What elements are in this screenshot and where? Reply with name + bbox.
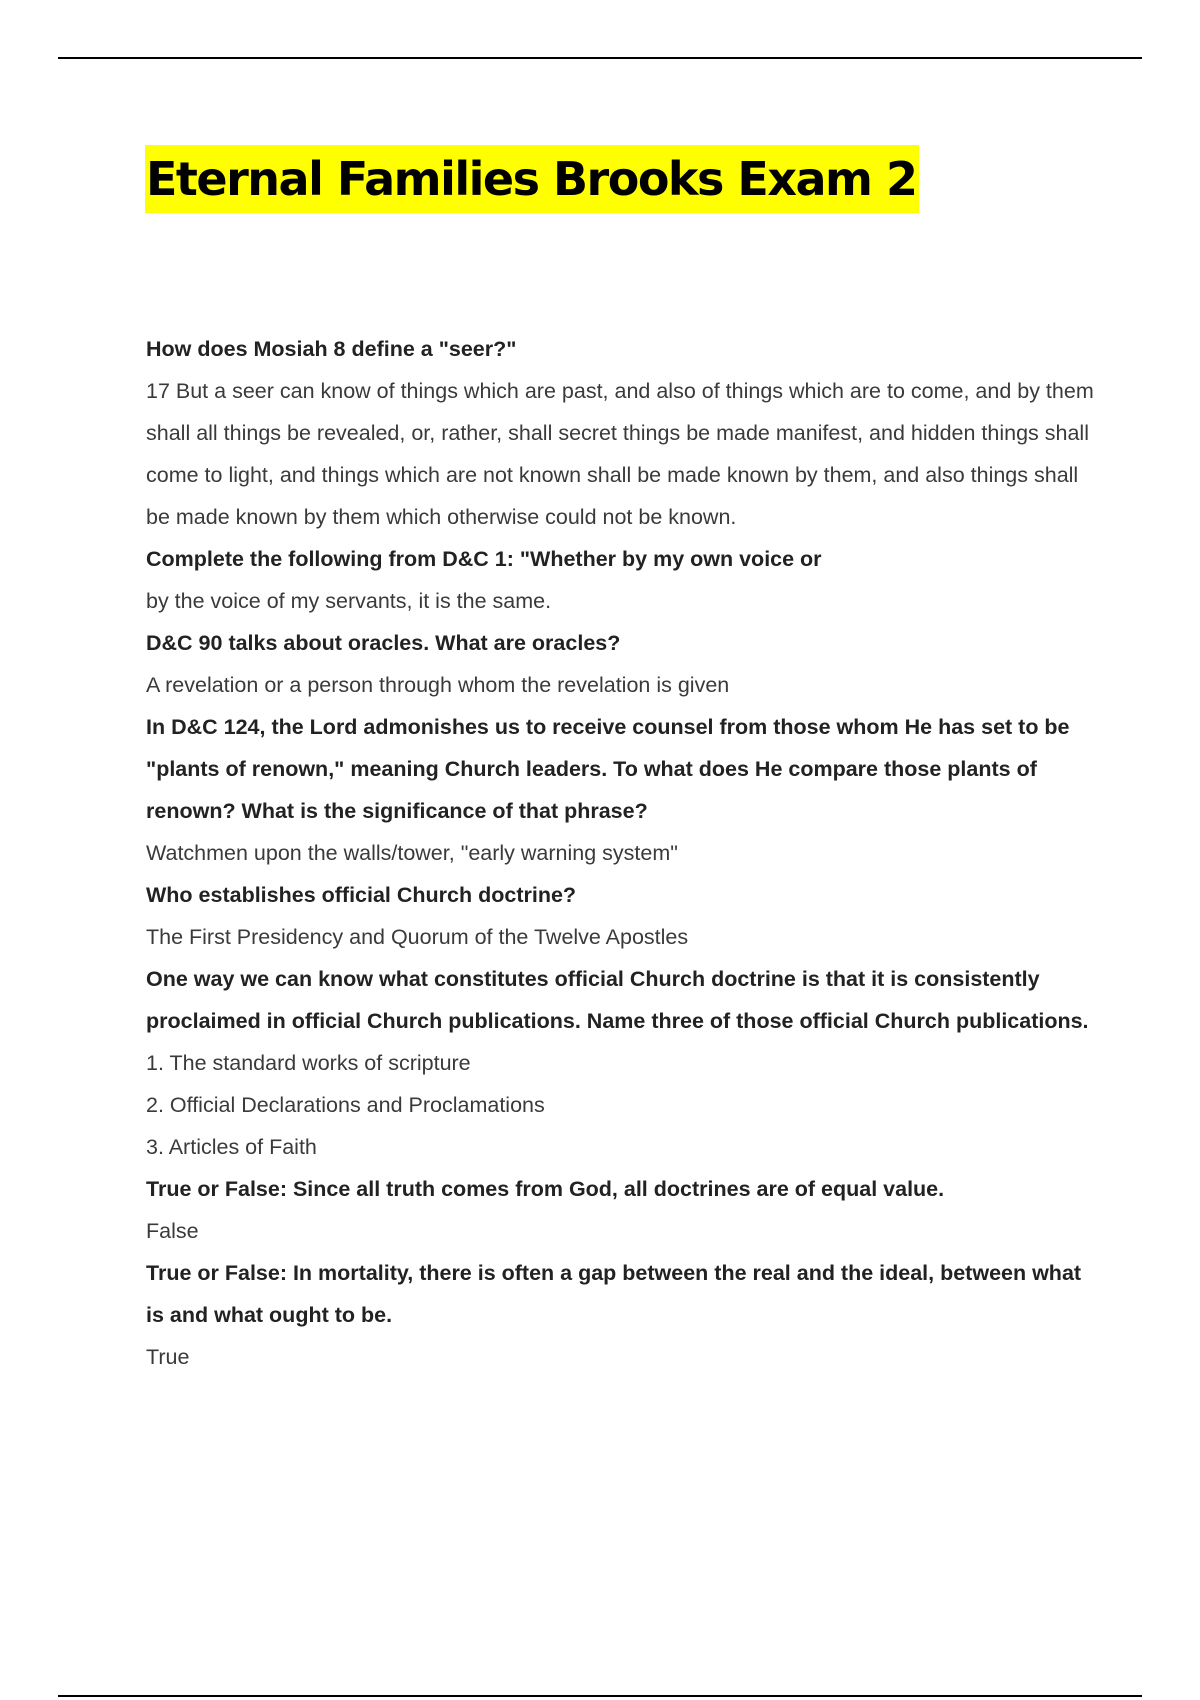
qa-list bbox=[146, 328, 1096, 1378]
top-rule bbox=[58, 57, 1142, 59]
question-6: One way we can know what constitutes official Church doctrine is that it is consistently proclaimed in official Church publications. Name three of those official Church publications. bbox=[146, 967, 1089, 1033]
question-5: Who establishes official Church doctrine? bbox=[146, 883, 577, 907]
question-7: True or False: Since all truth comes from God, all doctrines are of equal value. bbox=[146, 1177, 945, 1201]
bottom-rule bbox=[58, 1695, 1142, 1697]
answer-6-item-3: 3. Articles of Faith bbox=[146, 1135, 317, 1159]
question-2: Complete the following from D&C 1: "Whether by my own voice or bbox=[146, 547, 822, 571]
document-title: Eternal Families Brooks Exam 2 bbox=[145, 145, 919, 213]
answer-7: False bbox=[146, 1219, 199, 1243]
question-4: In D&C 124, the Lord admonishes us to receive counsel from those whom He has set to be "plants of renown," meaning Church leaders. To what does He compare those plants of renown? What is the significance of that phrase? bbox=[146, 715, 1070, 823]
answer-3: A revelation or a person through whom the revelation is given bbox=[146, 673, 730, 697]
answer-1: 17 But a seer can know of things which are past, and also of things which are to come, and by them shall all things be revealed, or, rather, shall secret things be made manifest, and hidden things shall come to light, and things which are not known shall be made known by them, and also things shall be made known by them which otherwise could not be known. bbox=[146, 379, 1094, 529]
answer-8: True bbox=[146, 1345, 190, 1369]
question-3: D&C 90 talks about oracles. What are oracles? bbox=[146, 631, 621, 655]
question-8: True or False: In mortality, there is often a gap between the real and the ideal, between what is and what ought to be. bbox=[146, 1261, 1082, 1327]
answer-6-item-1: 1. The standard works of scripture bbox=[146, 1051, 471, 1075]
answer-2: by the voice of my servants, it is the same. bbox=[146, 589, 552, 613]
answer-5: The First Presidency and Quorum of the Twelve Apostles bbox=[146, 925, 689, 949]
title-block bbox=[145, 145, 919, 213]
answer-4: Watchmen upon the walls/tower, "early warning system" bbox=[146, 841, 678, 865]
answer-6-item-2: 2. Official Declarations and Proclamations bbox=[146, 1093, 545, 1117]
question-1: How does Mosiah 8 define a "seer?" bbox=[146, 337, 517, 361]
